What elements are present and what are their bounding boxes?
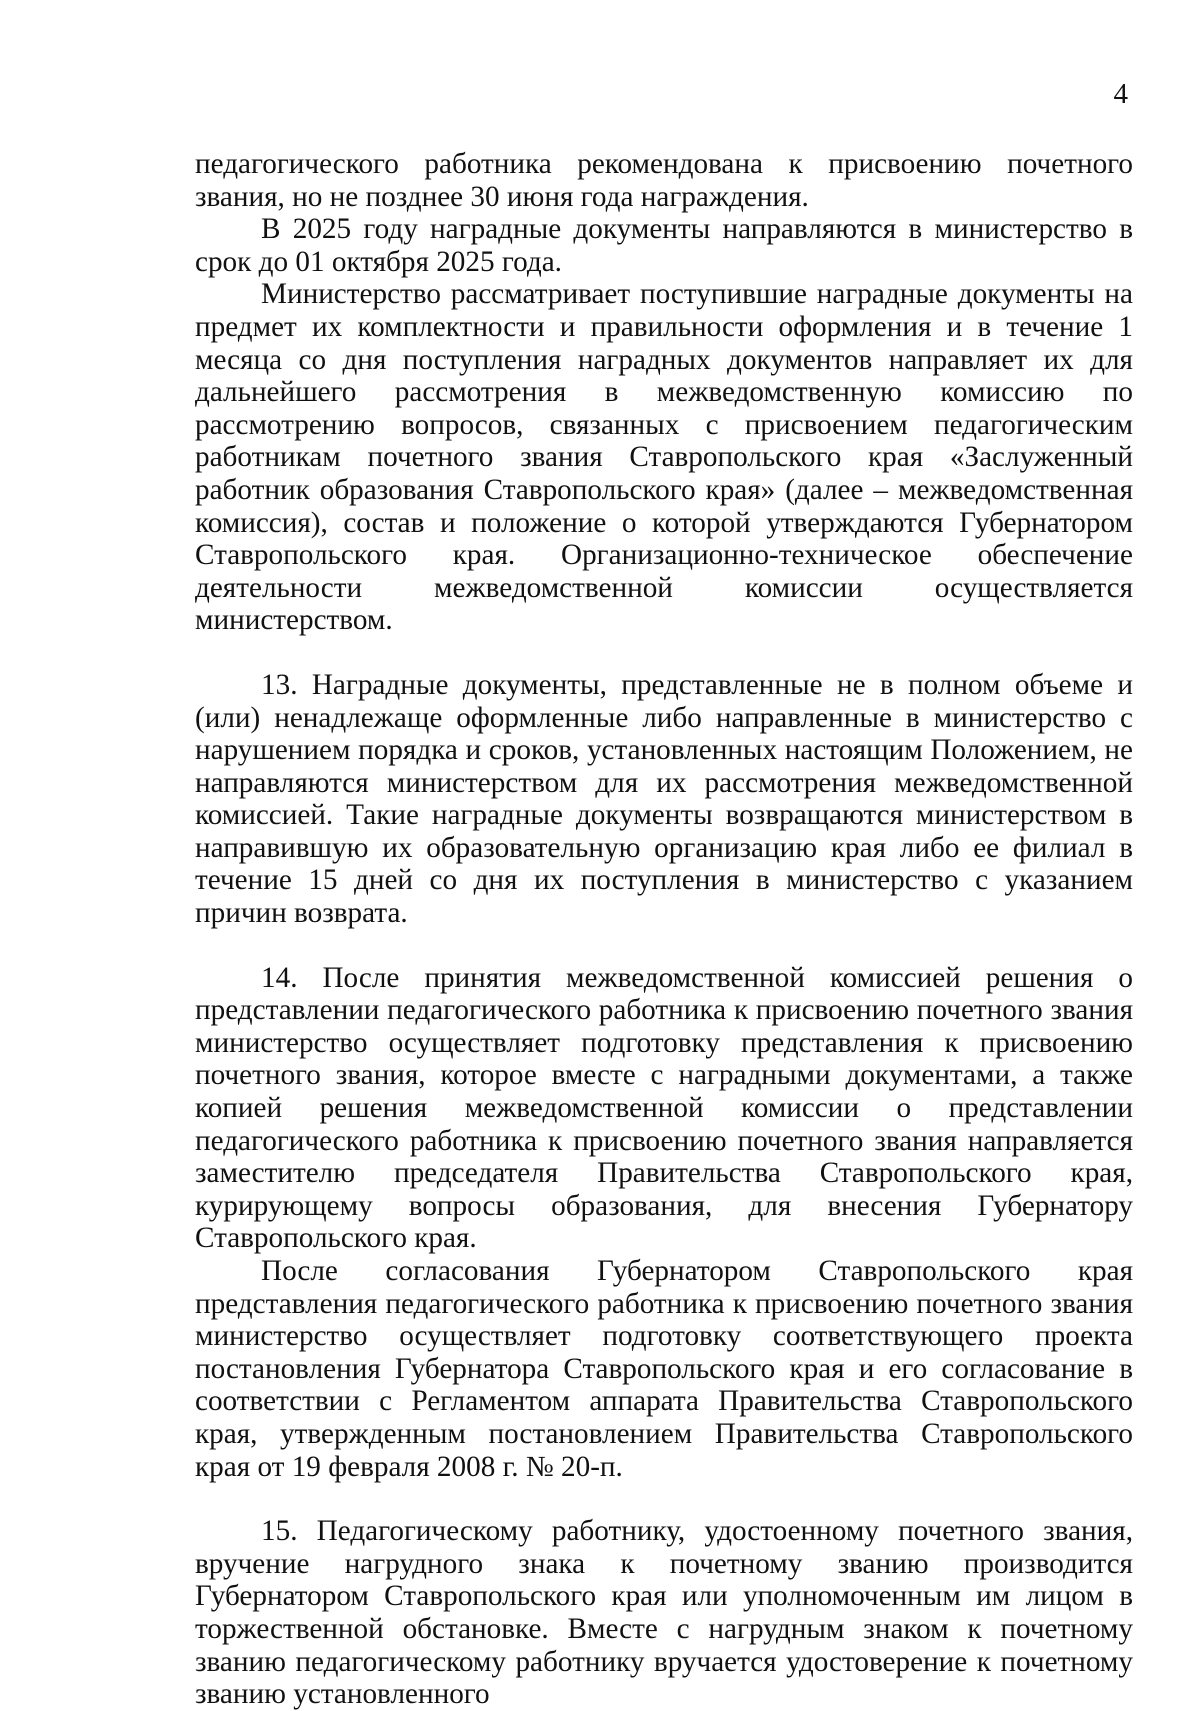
paragraph-ministry-review: Министерство рассматривает поступившие наградные документы на предмет их комплектности и правильности оформления и в течение 1 месяца со дня поступления наградных документов направляет их для дальнейшего рассмотрения в межведомственную комиссию по рассмотрению вопросов, связанных с присвоением педагогическим работникам почетного звания Ставропольского края «Заслуженный работник образования Ставропольского края» (далее – межведомственная комиссия), состав и положение о которой утверждаются Губернатором Ставропольского края. Организационно-техническое обеспечение деятельности межведомственной комиссии осуществляется министерством. (195, 278, 1133, 637)
paragraph-item-15: 15. Педагогическому работнику, удостоенному почетного звания, вручение нагрудного знака к почетному званию производится Губернатором Ставропольского края или уполномоченным им лицом в торжественной обстановке. Вместе с нагрудным знаком к почетному званию педагогическому работнику вручается удостоверение к почетному званию установленного (195, 1515, 1133, 1711)
paragraph-continuation: педагогического работника рекомендована к присвоению почетного звания, но не позднее 30 июня года награждения. (195, 148, 1133, 213)
paragraph-governor-approval: После согласования Губернатором Ставропольского края представления педагогического работника к присвоению почетного звания министерство осуществляет подготовку соответствующего проекта постановления Губернатора Ставропольского края и его согласование в соответствии с Регламентом аппарата Правительства Ставропольского края, утвержденным постановлением Правительства Ставропольского края от 19 февраля 2008 г. № 20-п. (195, 1255, 1133, 1483)
document-body (195, 148, 1133, 1711)
paragraph-deadline-2025: В 2025 году наградные документы направляются в министерство в срок до 01 октября 2025 года. (195, 213, 1133, 278)
page-number: 4 (1113, 78, 1128, 110)
paragraph-item-14: 14. После принятия межведомственной комиссией решения о представлении педагогического работника к присвоению почетного звания министерство осуществляет подготовку представления к присвоению почетного звания, которое вместе с наградными документами, а также копией решения межведомственной комиссии о представлении педагогического работника к присвоению почетного звания направляется заместителю председателя Правительства Ставропольского края, курирующему вопросы образования, для внесения Губернатору Ставропольского края. (195, 961, 1133, 1255)
paragraph-item-13: 13. Наградные документы, представленные не в полном объеме и (или) ненадлежаще оформленные либо направленные в министерство с нарушением порядка и сроков, установленных настоящим Положением, не направляются министерством для их рассмотрения межведомственной комиссией. Такие наградные документы возвращаются министерством в направившую их образовательную организацию края либо ее филиал в течение 15 дней со дня их поступления в министерство с указанием причин возврата. (195, 668, 1133, 930)
